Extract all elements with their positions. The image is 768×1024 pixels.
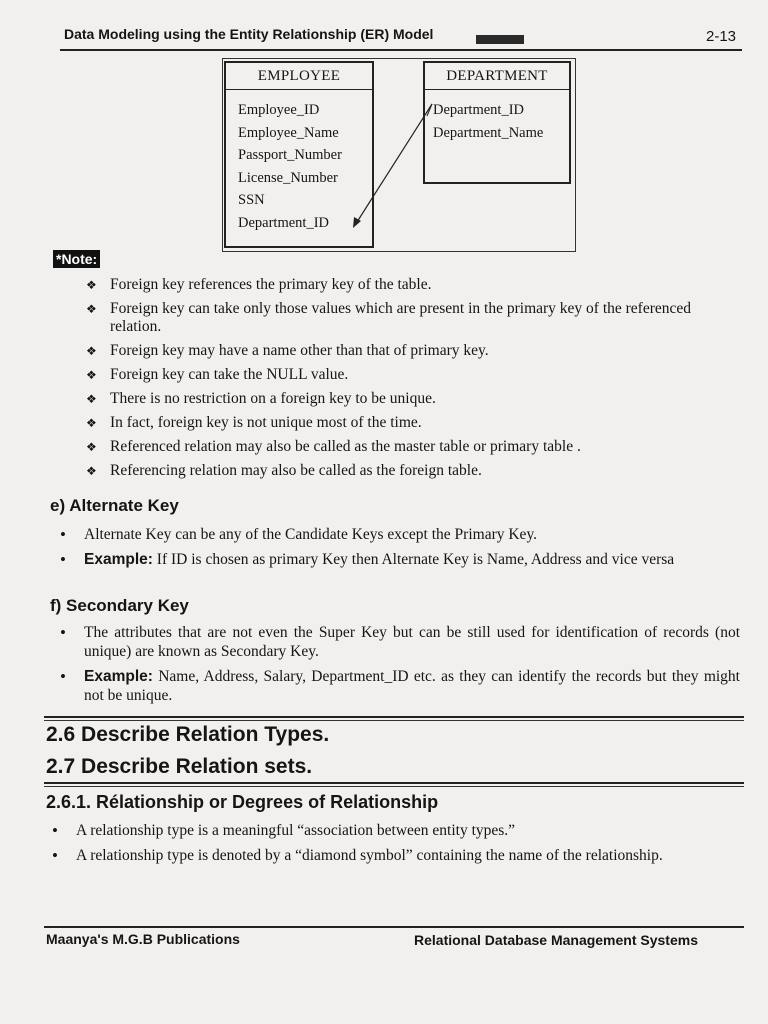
secondary-key-example-text: Name, Address, Salary, Department_ID etc. as they can identify the records but they might not be unique.	[84, 668, 740, 704]
employee-table-title: EMPLOYEE	[226, 63, 372, 90]
note-item: ❖ Foreign key may have a name other than that of primary key.	[86, 342, 746, 360]
employee-attribute: Employee_ID	[238, 102, 320, 118]
note-item: ❖ Referenced relation may also be called as the master table or primary table .	[86, 438, 746, 456]
page-number: 2-13	[706, 28, 737, 45]
header-title: Data Modeling using the Entity Relationship (ER) Model	[64, 26, 434, 42]
section-rule-bottom-thin	[44, 786, 744, 787]
note-item: ❖ Foreign key references the primary key of the table.	[86, 276, 746, 294]
secondary-key-example	[58, 667, 740, 705]
section-rule-top	[44, 716, 744, 718]
section-heading-2-7: 2.7 Describe Relation sets.	[46, 755, 313, 778]
note-item: ❖ Foreign key can take only those values which are present in the primary key of the referenced relation.	[86, 300, 746, 336]
example-label: Example:	[84, 551, 153, 568]
note-list	[86, 276, 746, 486]
section-rule-top-thin	[44, 720, 744, 721]
footer-publisher: Maanya's M.G.B Publications	[46, 931, 240, 947]
employee-attribute: License_Number	[238, 169, 338, 186]
employee-attribute: SSN	[238, 192, 265, 209]
relationship-item: • A relationship type is a meaningful “association between entity types.”	[50, 821, 742, 840]
secondary-key-list	[58, 623, 740, 711]
employee-attribute-foreign-key: Department_ID	[238, 214, 329, 231]
section-heading-2-6: 2.6 Describe Relation Types.	[46, 723, 330, 746]
note-item: ❖ In fact, foreign key is not unique most of the time.	[86, 414, 746, 432]
alternate-key-item-text: Alternate Key can be any of the Candidate Keys except the Primary Key.	[84, 526, 538, 543]
secondary-key-item	[58, 623, 740, 661]
department-attribute: Department_Name	[433, 124, 544, 141]
department-table-title: DEPARTMENT	[425, 63, 569, 90]
alternate-key-example-text: If ID is chosen as primary Key then Alternate Key is Name, Address and vice versa	[156, 551, 675, 568]
note-item: ❖ There is no restriction on a foreign key to be unique.	[86, 390, 746, 408]
foreign-key-arrow	[0, 0, 768, 260]
employee-attribute: Passport_Number	[238, 147, 342, 164]
employee-attribute: Employee_Name	[238, 124, 339, 141]
note-item: ❖ Referencing relation may also be called as the foreign table.	[86, 462, 746, 480]
relationship-heading: 2.6.1. Rélationship or Degrees of Relationship	[46, 792, 439, 812]
department-attribute-primary-key: Department_ID	[433, 102, 524, 118]
footer-rule	[44, 926, 744, 928]
alternate-key-example	[58, 550, 740, 569]
secondary-key-heading: f) Secondary Key	[50, 596, 189, 615]
alternate-key-list	[58, 525, 740, 575]
alternate-key-item	[58, 525, 740, 544]
example-label: Example:	[84, 668, 153, 685]
secondary-key-item-text: The attributes that are not even the Super Key but can be still used for identification of records (not unique) are known as Secondary Key.	[84, 624, 740, 660]
note-label: *Note:	[53, 250, 100, 268]
note-item: ❖ Foreign key can take the NULL value.	[86, 366, 746, 384]
relationship-item: • A relationship type is denoted by a “diamond symbol” containing the name of the relationship.	[50, 846, 742, 865]
alternate-key-heading: e) Alternate Key	[50, 496, 179, 515]
section-rule-bottom	[44, 782, 744, 784]
footer-book-title: Relational Database Management Systems	[414, 932, 698, 948]
relationship-list	[50, 821, 742, 871]
